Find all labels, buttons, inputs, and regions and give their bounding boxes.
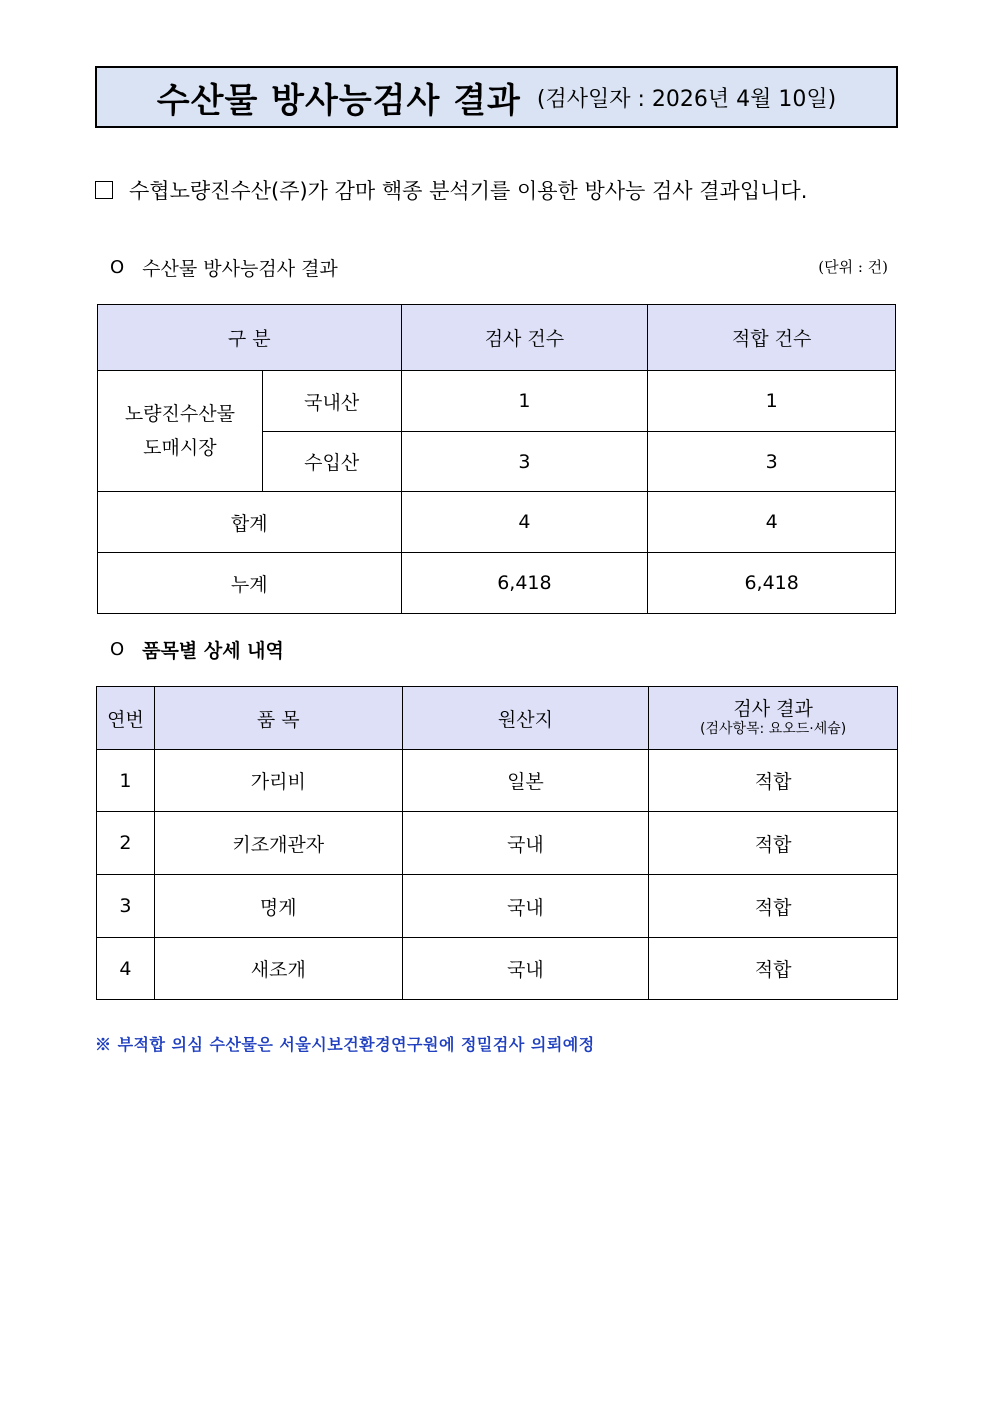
- passed-count: 3: [648, 432, 896, 492]
- market-label-line2: 도매시장: [143, 437, 217, 459]
- header-passed: 적합 건수: [648, 305, 896, 371]
- total-tested: 4: [401, 492, 648, 553]
- title-box: [95, 66, 898, 128]
- header-result-sub: (검사항목: 요오드·세슘): [700, 721, 847, 737]
- checkbox-square-icon: [95, 181, 113, 199]
- row-label: 수입산: [262, 432, 401, 492]
- row-origin: 일본: [402, 750, 649, 812]
- table-row: [97, 875, 898, 938]
- row-item: 가리비: [154, 750, 402, 812]
- page-title: 수산물 방사능검사 결과: [156, 80, 521, 121]
- details-section-heading: [110, 636, 284, 663]
- unit-label: (단위 : 건): [818, 258, 888, 276]
- row-item: 명게: [154, 875, 402, 938]
- footnote: ※ 부적합 의심 수산물은 서울시보건환경연구원에 정밀검사 의뢰예정: [95, 1035, 595, 1054]
- total-passed: 4: [648, 492, 896, 553]
- intro-text: 수협노량진수산(주)가 감마 핵종 분석기를 이용한 방사능 검사 결과입니다.: [129, 179, 808, 203]
- market-label: [98, 371, 263, 492]
- cumulative-tested: 6,418: [401, 553, 648, 614]
- tested-count: 1: [401, 371, 648, 432]
- tested-count: 3: [401, 432, 648, 492]
- header-tested: 검사 건수: [401, 305, 648, 371]
- row-label: 국내산: [262, 371, 401, 432]
- total-label: 합계: [98, 492, 402, 553]
- summary-header-row: [98, 305, 896, 371]
- header-result-title: 검사 결과: [733, 698, 813, 720]
- table-row: [98, 371, 896, 432]
- cumulative-row: [98, 553, 896, 614]
- details-header-row: [97, 687, 898, 750]
- row-item: 새조개: [154, 938, 402, 1000]
- row-origin: 국내: [402, 938, 649, 1000]
- row-no: 1: [97, 750, 155, 812]
- table-row: [97, 750, 898, 812]
- summary-table: [97, 304, 896, 614]
- summary-section-heading: [110, 254, 338, 281]
- row-result: 적합: [649, 938, 898, 1000]
- circle-bullet-icon: O: [110, 639, 125, 660]
- table-row: [97, 812, 898, 875]
- row-no: 4: [97, 938, 155, 1000]
- summary-section-title: 수산물 방사능검사 결과: [142, 258, 338, 280]
- details-section-title: 품목별 상세 내역: [142, 640, 284, 662]
- row-item: 키조개관자: [154, 812, 402, 875]
- row-result: 적합: [649, 750, 898, 812]
- header-origin: 원산지: [402, 687, 649, 750]
- row-no: 2: [97, 812, 155, 875]
- total-row: [98, 492, 896, 553]
- cumulative-passed: 6,418: [648, 553, 896, 614]
- market-label-line1: 노량진수산물: [124, 403, 235, 425]
- row-origin: 국내: [402, 875, 649, 938]
- row-no: 3: [97, 875, 155, 938]
- header-category: 구 분: [98, 305, 402, 371]
- circle-bullet-icon: O: [110, 257, 125, 278]
- header-no: 연번: [97, 687, 155, 750]
- table-row: [97, 938, 898, 1000]
- cumulative-label: 누계: [98, 553, 402, 614]
- intro-line: [95, 175, 807, 205]
- row-origin: 국내: [402, 812, 649, 875]
- inspection-date: (검사일자 : 2026년 4월 10일): [536, 86, 837, 112]
- header-item: 품 목: [154, 687, 402, 750]
- details-table: [96, 686, 898, 1000]
- row-result: 적합: [649, 875, 898, 938]
- row-result: 적합: [649, 812, 898, 875]
- header-result: [649, 687, 898, 750]
- passed-count: 1: [648, 371, 896, 432]
